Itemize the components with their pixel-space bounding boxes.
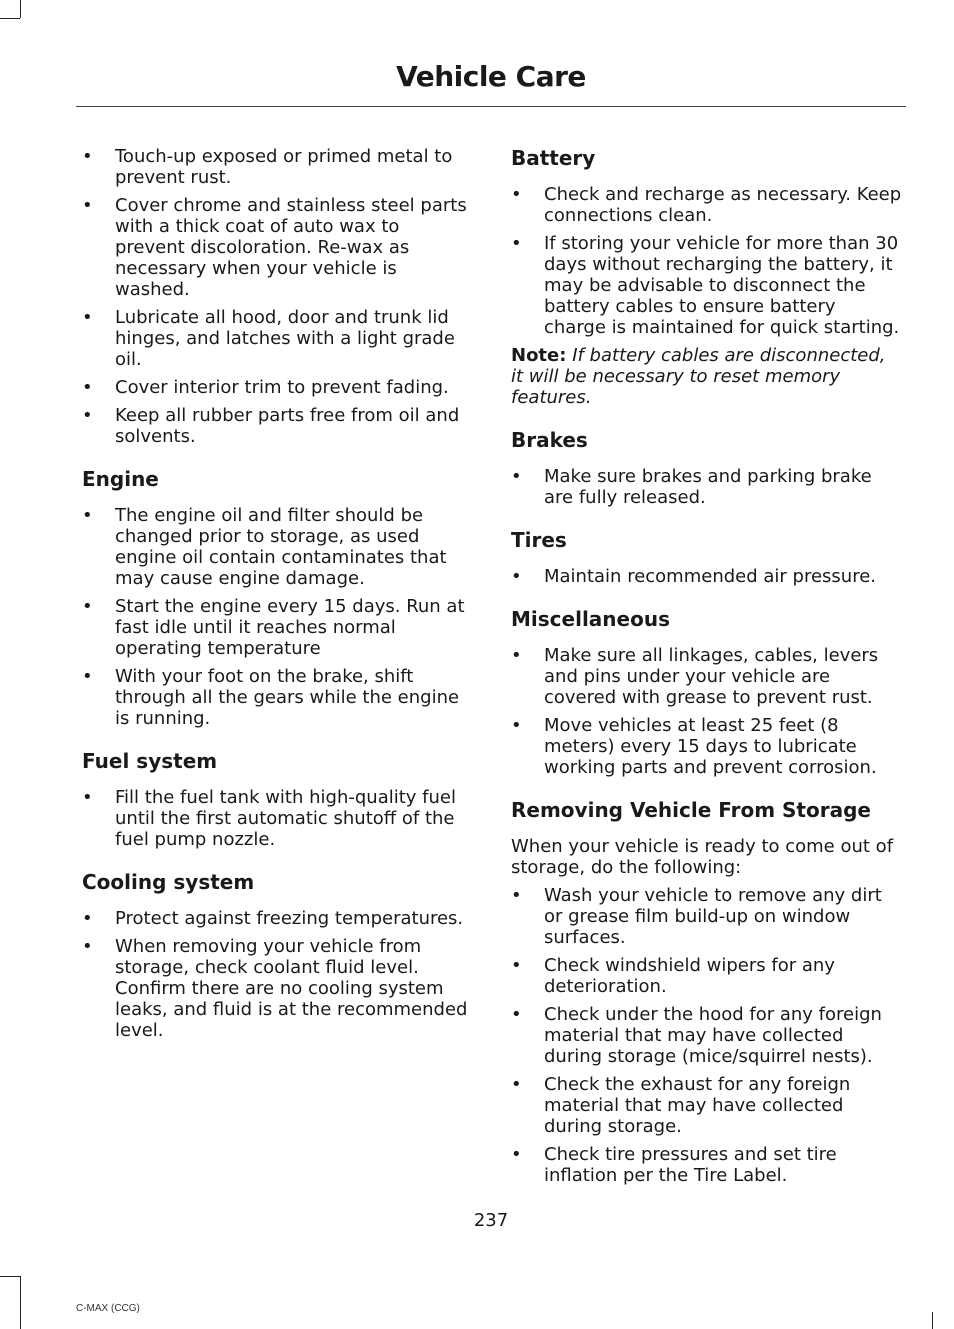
section-heading-tires: Tires xyxy=(511,528,567,552)
section-heading-cooling-system: Cooling system xyxy=(82,870,255,894)
cooling-list xyxy=(82,908,474,1041)
list-item: • Lubricate all hood, door and trunk lid hinges, and latches with a light grade oil. xyxy=(82,307,455,370)
list-item: • Cover chrome and stainless steel parts with a thick coat of auto wax to prevent discoloration. Re-wax as necessary when your vehicle is washed. xyxy=(82,195,467,300)
bullet-icon: • xyxy=(511,466,522,487)
list-item: • Maintain recommended air pressure. xyxy=(511,566,876,587)
list-item: • Protect against freezing temperatures. xyxy=(82,908,464,929)
bullet-icon: • xyxy=(82,307,93,328)
bullet-icon: • xyxy=(82,596,93,617)
list-item: • Start the engine every 15 days. Run at fast idle until it reaches normal operating temperature xyxy=(82,596,465,659)
removing-list xyxy=(511,885,903,1186)
crop-mark xyxy=(20,0,21,18)
list-item: • When removing your vehicle from storage, check coolant fluid level. Confirm there are no cooling system leaks, and fluid is at the recommended level. xyxy=(82,936,468,1041)
battery-note xyxy=(511,345,903,408)
section-heading-battery: Battery xyxy=(511,146,596,170)
section-heading-fuel-system: Fuel system xyxy=(82,749,218,773)
bullet-icon: • xyxy=(82,195,93,216)
bullet-icon: • xyxy=(511,885,522,906)
brakes-list xyxy=(511,466,903,508)
model-code: C-MAX (CCG) xyxy=(76,1303,140,1314)
crop-mark xyxy=(0,1276,20,1277)
engine-list xyxy=(82,505,474,729)
section-heading-miscellaneous: Miscellaneous xyxy=(511,607,670,631)
crop-mark xyxy=(932,1312,933,1329)
bullet-icon: • xyxy=(82,146,93,167)
bullet-icon: • xyxy=(511,715,522,736)
list-item: • Wash your vehicle to remove any dirt or grease film build-up on window surfaces. xyxy=(511,885,882,948)
note-label: Note: xyxy=(511,345,567,366)
crop-mark xyxy=(20,1276,21,1329)
list-item: • Check windshield wipers for any deterioration. xyxy=(511,955,835,997)
bullet-icon: • xyxy=(511,955,522,976)
bullet-icon: • xyxy=(511,1074,522,1095)
bullet-icon: • xyxy=(82,787,93,808)
list-item: • Make sure brakes and parking brake are fully released. xyxy=(511,466,872,508)
list-item: • If storing your vehicle for more than 30 days without recharging the battery, it may be advisable to disconnect the battery cables to ensure battery charge is maintained for quick starting. xyxy=(511,233,900,338)
list-item: • Cover interior trim to prevent fading. xyxy=(82,377,449,398)
bullet-icon: • xyxy=(511,645,522,666)
list-item: • Touch-up exposed or primed metal to prevent rust. xyxy=(82,146,453,188)
bullet-icon: • xyxy=(82,405,93,426)
list-item: • With your foot on the brake, shift through all the gears while the engine is running. xyxy=(82,666,460,729)
list-item: • Move vehicles at least 25 feet (8 meters) every 15 days to lubricate working parts and prevent corrosion. xyxy=(511,715,877,778)
removing-intro: When your vehicle is ready to come out of storage, do the following: xyxy=(511,836,894,878)
section-heading-removing-from-storage: Removing Vehicle From Storage xyxy=(511,798,871,822)
intro-list xyxy=(82,146,474,447)
list-item: • Check and recharge as necessary. Keep connections clean. xyxy=(511,184,902,226)
bullet-icon: • xyxy=(511,566,522,587)
list-item: • Check under the hood for any foreign material that may have collected during storage (mice/squirrel nests). xyxy=(511,1004,882,1067)
note-text: If battery cables are disconnected, it will be necessary to reset memory features. xyxy=(511,345,886,408)
bullet-icon: • xyxy=(511,233,522,254)
title-divider xyxy=(76,106,906,107)
list-item: • Fill the fuel tank with high-quality fuel until the first automatic shutoff of the fuel pump nozzle. xyxy=(82,787,456,850)
list-item: • Keep all rubber parts free from oil and solvents. xyxy=(82,405,460,447)
page-number: 237 xyxy=(473,1210,509,1231)
section-heading-brakes: Brakes xyxy=(511,428,588,452)
tires-list xyxy=(511,566,903,587)
bullet-icon: • xyxy=(511,1004,522,1025)
bullet-icon: • xyxy=(82,936,93,957)
page-title: Vehicle Care xyxy=(396,60,586,93)
battery-list xyxy=(511,184,903,338)
bullet-icon: • xyxy=(82,377,93,398)
left-column xyxy=(82,146,474,1048)
bullet-icon: • xyxy=(82,908,93,929)
list-item: • Check the exhaust for any foreign material that may have collected during storage. xyxy=(511,1074,851,1137)
right-column xyxy=(511,146,903,1193)
bullet-icon: • xyxy=(82,666,93,687)
bullet-icon: • xyxy=(82,505,93,526)
section-heading-engine: Engine xyxy=(82,467,159,491)
bullet-icon: • xyxy=(511,184,522,205)
bullet-icon: • xyxy=(511,1144,522,1165)
crop-mark xyxy=(0,18,20,19)
list-item: • Make sure all linkages, cables, levers and pins under your vehicle are covered with grease to prevent rust. xyxy=(511,645,879,708)
list-item: • The engine oil and filter should be changed prior to storage, as used engine oil contain contaminates that may cause engine damage. xyxy=(82,505,447,589)
misc-list xyxy=(511,645,903,778)
list-item: • Check tire pressures and set tire inflation per the Tire Label. xyxy=(511,1144,837,1186)
fuel-list xyxy=(82,787,474,850)
